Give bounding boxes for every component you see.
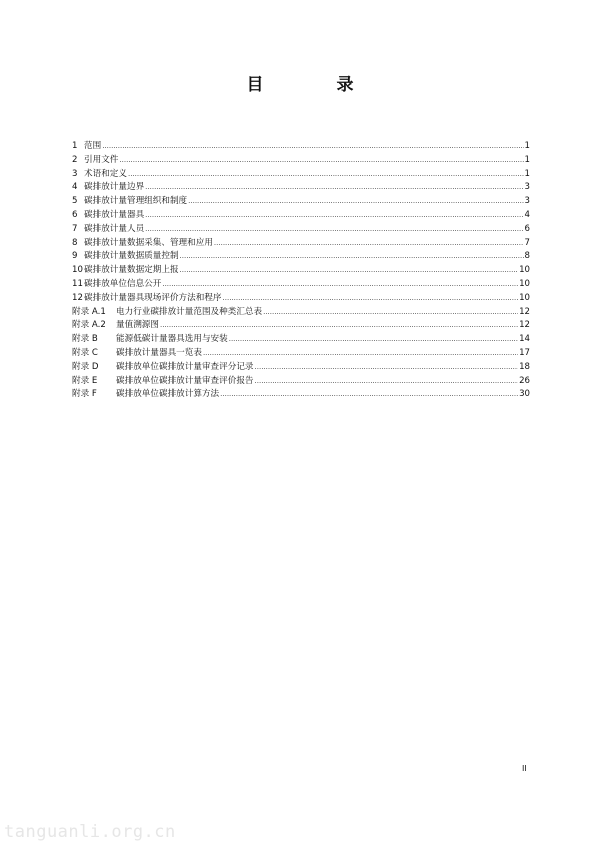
toc-entry-page: 4 [524,209,530,220]
toc-entry-page: 3 [524,196,530,207]
page-number: II [522,764,527,773]
toc-entry-label: 术语和定义 [84,168,127,179]
page-title: 目 录 [246,75,382,95]
toc-entry-label: 碳排放计量器具一览表 [116,347,202,358]
toc-entry-label: 碳排放计量管理组织和制度 [84,196,188,207]
toc-entry-label: 电力行业碳排放计量范围及种类汇总表 [116,306,263,317]
toc-entry-page: 12 [519,306,530,317]
toc-entry[interactable] [72,333,530,347]
toc-entry-page: 1 [524,141,530,151]
toc-entry[interactable] [72,250,530,264]
toc-entry[interactable] [72,264,530,278]
toc-entry[interactable] [72,237,530,251]
toc-entry-number: 附录 E [72,375,98,386]
toc-entry-page: 12 [519,320,530,331]
toc-entry-page: 7 [524,237,530,248]
toc-entry-page: 8 [524,251,530,262]
toc-entry[interactable] [72,181,530,195]
toc-entry-number: 附录 A.2 [72,320,106,331]
toc-entry-page: 14 [519,334,530,345]
toc-entry-label: 碳排放计量器具现场评价方法和程序 [84,292,222,303]
toc-dot-leader [180,250,524,264]
toc-entry-number: 10 [72,265,83,276]
toc-dot-leader [145,223,523,237]
toc-entry[interactable] [72,209,530,223]
toc-entry-page: 1 [524,168,530,179]
toc-entry[interactable] [72,319,530,333]
toc-dot-leader [263,306,518,320]
toc-dot-leader [128,168,524,182]
toc-dot-leader [145,181,523,195]
toc-entry-number: 附录 F [72,389,97,400]
toc-entry-number: 9 [72,251,78,262]
toc-entry-label: 碳排放单位碳排放计量审查评分记录 [116,361,254,372]
toc-dot-leader [223,292,519,306]
toc-entry[interactable] [72,361,530,375]
toc-dot-leader [145,209,523,223]
toc-entry[interactable] [72,195,530,209]
toc-entry[interactable] [72,168,530,182]
toc-entry-number: 8 [72,237,78,248]
toc-entry-label: 量值溯源图 [116,320,159,331]
toc-entry-page: 10 [519,292,530,303]
toc-entry-number: 2 [72,154,78,165]
toc-entry[interactable] [72,292,530,306]
toc-entry-number: 12 [72,292,83,303]
toc-entry-page: 1 [524,154,530,165]
toc-entry-number: 附录 B [72,334,98,345]
toc-entry-number: 3 [72,168,78,179]
watermark: tanguanli.org.cn [4,822,176,842]
toc-entry-number: 1 [72,141,78,151]
toc-dot-leader [188,195,523,209]
toc-dot-leader [160,319,518,333]
toc-entry-label: 碳排放单位碳排放计量审查评价报告 [116,375,254,386]
toc-dot-leader [255,361,519,375]
toc-entry-number: 11 [72,278,83,289]
toc-entry-label: 碳排放计量器具 [84,209,145,220]
toc-entry-label: 能源低碳计量器具选用与安装 [116,334,228,345]
toc-dot-leader [229,333,518,347]
toc-entry-label: 碳排放单位信息公开 [84,278,162,289]
toc-dot-leader [214,237,524,251]
toc-entry-number: 7 [72,223,78,234]
toc-entry-number: 5 [72,196,78,207]
toc-entry-number: 附录 C [72,347,98,358]
toc-entry-page: 26 [519,375,530,386]
toc-entry[interactable] [72,375,530,389]
toc-dot-leader [203,347,518,361]
toc-entry-label: 碳排放单位碳排放计算方法 [116,389,220,400]
toc-dot-leader [180,264,519,278]
toc-entry-label: 碳排放计量数据定期上报 [84,265,179,276]
toc-dot-leader [102,140,523,154]
toc-entry-page: 30 [519,389,530,400]
toc-entry-label: 碳排放计量数据质量控制 [84,251,179,262]
toc-entry[interactable] [72,388,530,402]
toc-entry[interactable] [72,140,530,154]
toc-entry-label: 引用文件 [84,154,119,165]
toc-entry-label: 碳排放计量边界 [84,182,145,193]
toc-entry-page: 10 [519,278,530,289]
toc-dot-leader [220,388,518,402]
toc-entry-page: 10 [519,265,530,276]
toc-entry[interactable] [72,223,530,237]
toc-entry-label: 碳排放计量人员 [84,223,145,234]
table-of-contents [72,140,530,402]
toc-entry[interactable] [72,306,530,320]
toc-entry-page: 17 [519,347,530,358]
toc-dot-leader [255,375,519,389]
toc-entry-label: 范围 [84,141,102,151]
toc-entry-number: 6 [72,209,78,220]
toc-entry[interactable] [72,154,530,168]
toc-entry-number: 附录 A.1 [72,306,106,317]
toc-entry-label: 碳排放计量数据采集、管理和应用 [84,237,213,248]
toc-dot-leader [119,154,523,168]
toc-dot-leader [162,278,518,292]
toc-entry-number: 附录 D [72,361,99,372]
toc-entry-page: 6 [524,223,530,234]
toc-entry-page: 3 [524,182,530,193]
toc-entry[interactable] [72,347,530,361]
toc-entry[interactable] [72,278,530,292]
toc-entry-number: 4 [72,182,78,193]
toc-entry-page: 18 [519,361,530,372]
